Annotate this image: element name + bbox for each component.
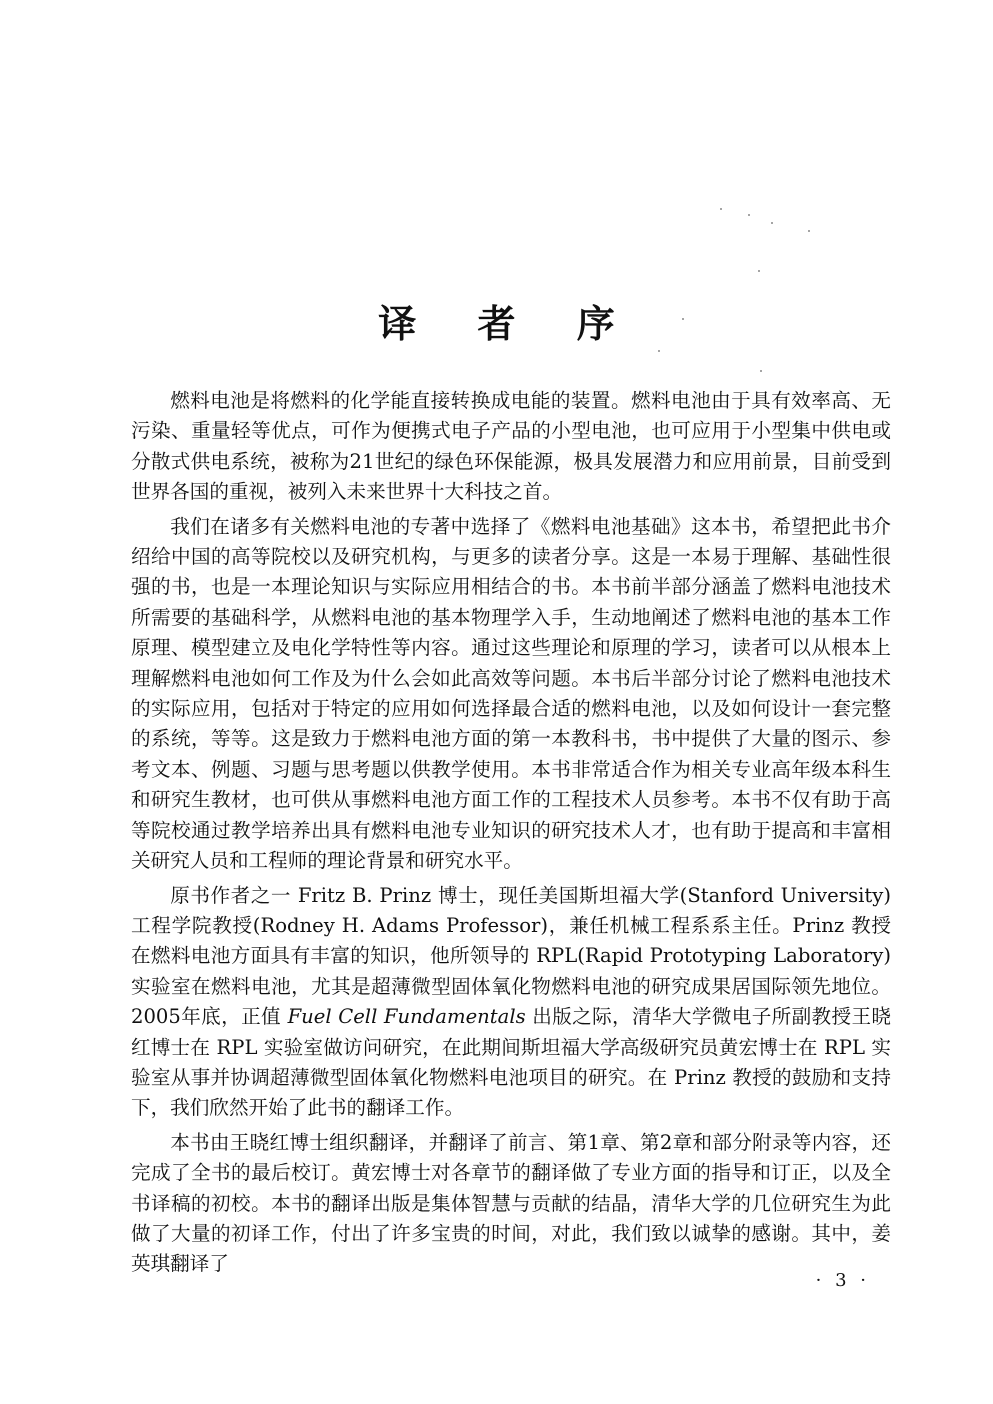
body-text — [131, 386, 891, 1284]
paragraph-text: 原书作者之一 Fritz B. Prinz 博士，现任美国斯坦福大学(Stanford University)工程学院教授(Rodney H. Adams Professor)，兼任机械工程系系主任。Prinz 教授在燃料电池方面具有丰富的知识，他所领导的 RPL(Rapid Prototyping Laboratory)实验室在燃料电池，尤其是超薄微型固体氧化物燃料电池的研究成果居国际领先地位。2005年底，正值 — [131, 883, 891, 1029]
scan-speck — [771, 222, 773, 224]
scan-speck — [748, 214, 750, 216]
scan-speck — [682, 318, 684, 320]
scan-speck — [808, 230, 810, 232]
paragraph-text: 出版之际，清华大学微电子所副教授王晓红博士在 RPL 实验室做访问研究，在此期间斯坦福大学高级研究员黄宏博士在 RPL 实验室从事并协调超薄微型固体氧化物燃料电池项目的研究。在 Prinz 教授的鼓励和支持下，我们欣然开始了此书的翻译工作。 — [131, 1005, 892, 1120]
page-title: 译 者 序 — [378, 301, 639, 346]
scan-speck — [720, 208, 722, 210]
paragraph: 燃料电池是将燃料的化学能直接转换成电能的装置。燃料电池由于具有效率高、无污染、重量轻等优点，可作为便携式电子产品的小型电池，也可应用于小型集中供电或分散式供电系统，被称为21世纪的绿色环保能源，极具发展潜力和应用前景，目前受到世界各国的重视，被列入未来世界十大科技之首。 — [131, 389, 891, 504]
scan-speck — [658, 350, 660, 352]
paragraph: 本书由王晓红博士组织翻译，并翻译了前言、第1章、第2章和部分附录等内容，还完成了全书的最后校订。黄宏博士对各章节的翻译做了专业方面的指导和订正，以及全书译稿的初校。本书的翻译出版是集体智慧与贡献的结晶，清华大学的几位研究生为此做了大量的初译工作，付出了许多宝贵的时间，对此，我们致以诚挚的感谢。其中，姜英琪翻译了 — [131, 1130, 891, 1276]
page-number: · 3 · — [815, 1270, 870, 1291]
scan-speck — [758, 270, 760, 272]
paragraph — [131, 881, 891, 1124]
paragraph: 我们在诸多有关燃料电池的专著中选择了《燃料电池基础》这本书，希望把此书介绍给中国的高等院校以及研究机构，与更多的读者分享。这是一本易于理解、基础性很强的书，也是一本理论知识与实际应用相结合的书。本书前半部分涵盖了燃料电池技术所需要的基础科学，从燃料电池的基本物理学入手，生动地阐述了燃料电池的基本工作原理、模型建立及电化学特性等内容。通过这些理论和原理的学习，读者可以从根本上理解燃料电池如何工作及为什么会如此高效等问题。本书后半部分讨论了燃料电池技术的实际应用，包括对于特定的应用如何选择最合适的燃料电池，以及如何设计一套完整的系统，等等。这是致力于燃料电池方面的第一本教科书，书中提供了大量的图示、参考文本、例题、习题与思考题以供教学使用。本书非常适合作为相关专业高年级本科生和研究生教材，也可供从事燃料电池方面工作的工程技术人员参考。本书不仅有助于高等院校通过教学培养出具有燃料电池专业知识的研究技术人才，也有助于提高和丰富相关研究人员和工程师的理论背景和研究水平。 — [131, 514, 891, 873]
book-title-italic: Fuel Cell Fundamentals — [287, 1005, 526, 1029]
scan-speck — [760, 370, 762, 372]
